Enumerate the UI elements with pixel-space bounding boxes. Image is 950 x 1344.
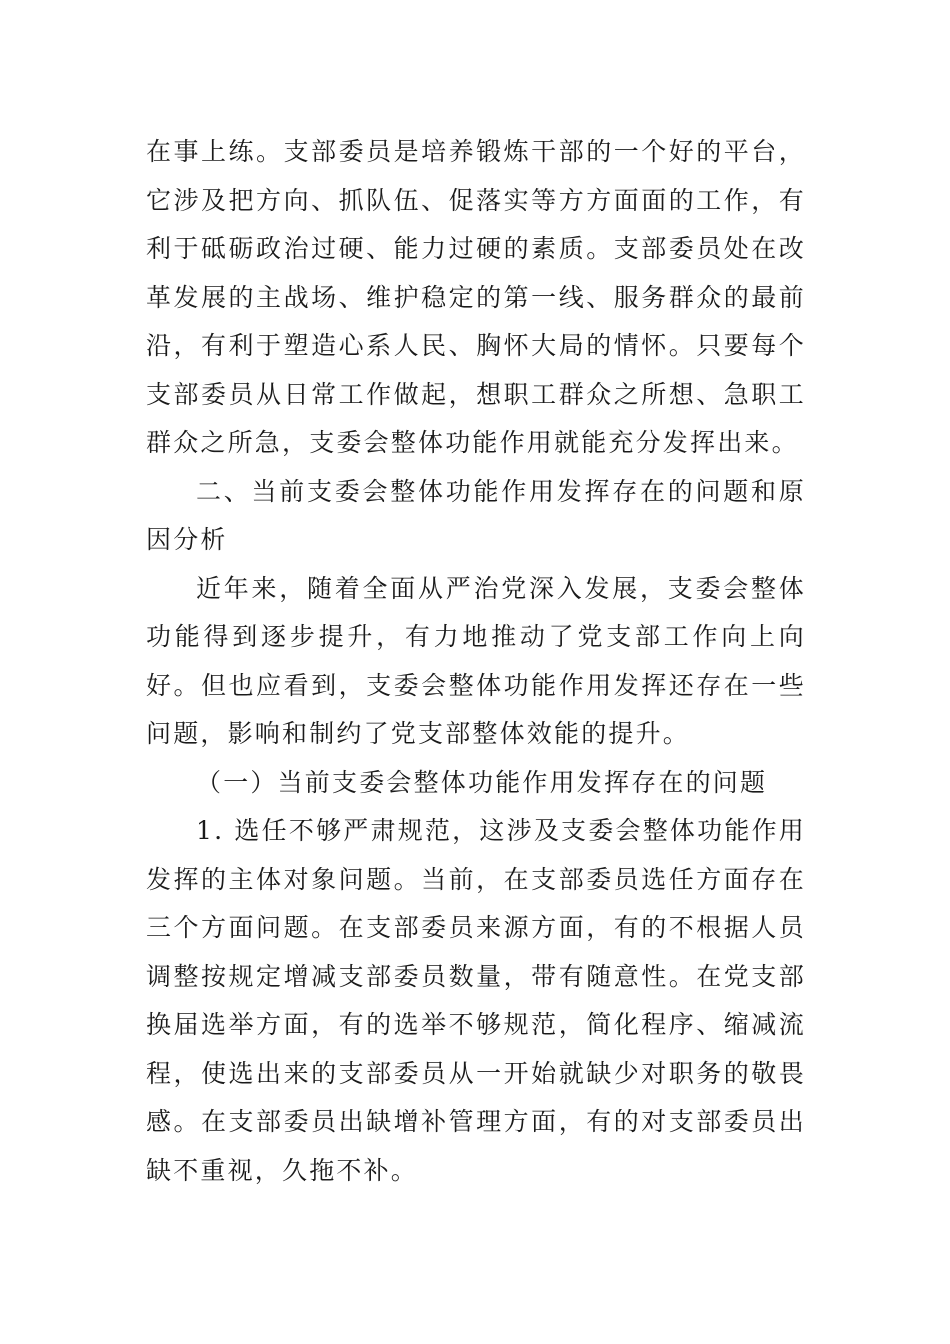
section-heading: 二、当前支委会整体功能作用发挥存在的问题和原因分析	[146, 476, 806, 554]
paragraph-intro: 近年来，随着全面从严治党深入发展，支委会整体功能得到逐步提升，有力地推动了党支部工作向上向好。但也应看到，支委会整体功能作用发挥还存在一些问题，影响和制约了党支部整体效能的提升。	[146, 573, 806, 748]
document-body	[146, 128, 806, 1195]
subsection-heading: （一）当前支委会整体功能作用发挥存在的问题	[196, 767, 768, 797]
paragraph-item-1: 1. 选任不够严肃规范，这涉及支委会整体功能作用发挥的主体对象问题。当前，在支部委员选任方面存在三个方面问题。在支部委员来源方面，有的不根据人员调整按规定增减支部委员数量，带有随意性。在党支部换届选举方面，有的选举不够规范，简化程序、缩减流程，使选出来的支部委员从一开始就缺少对职务的敬畏感。在支部委员出缺增补管理方面，有的对支部委员出缺不重视，久拖不补。	[146, 816, 806, 1185]
paragraph-continuation: 在事上练。支部委员是培养锻炼干部的一个好的平台，它涉及把方向、抓队伍、促落实等方方面面的工作，有利于砥砺政治过硬、能力过硬的素质。支部委员处在改革发展的主战场、维护稳定的第一线、服务群众的最前沿，有利于塑造心系人民、胸怀大局的情怀。只要每个支部委员从日常工作做起，想职工群众之所想、急职工群众之所急，支委会整体功能作用就能充分发挥出来。	[146, 137, 806, 457]
